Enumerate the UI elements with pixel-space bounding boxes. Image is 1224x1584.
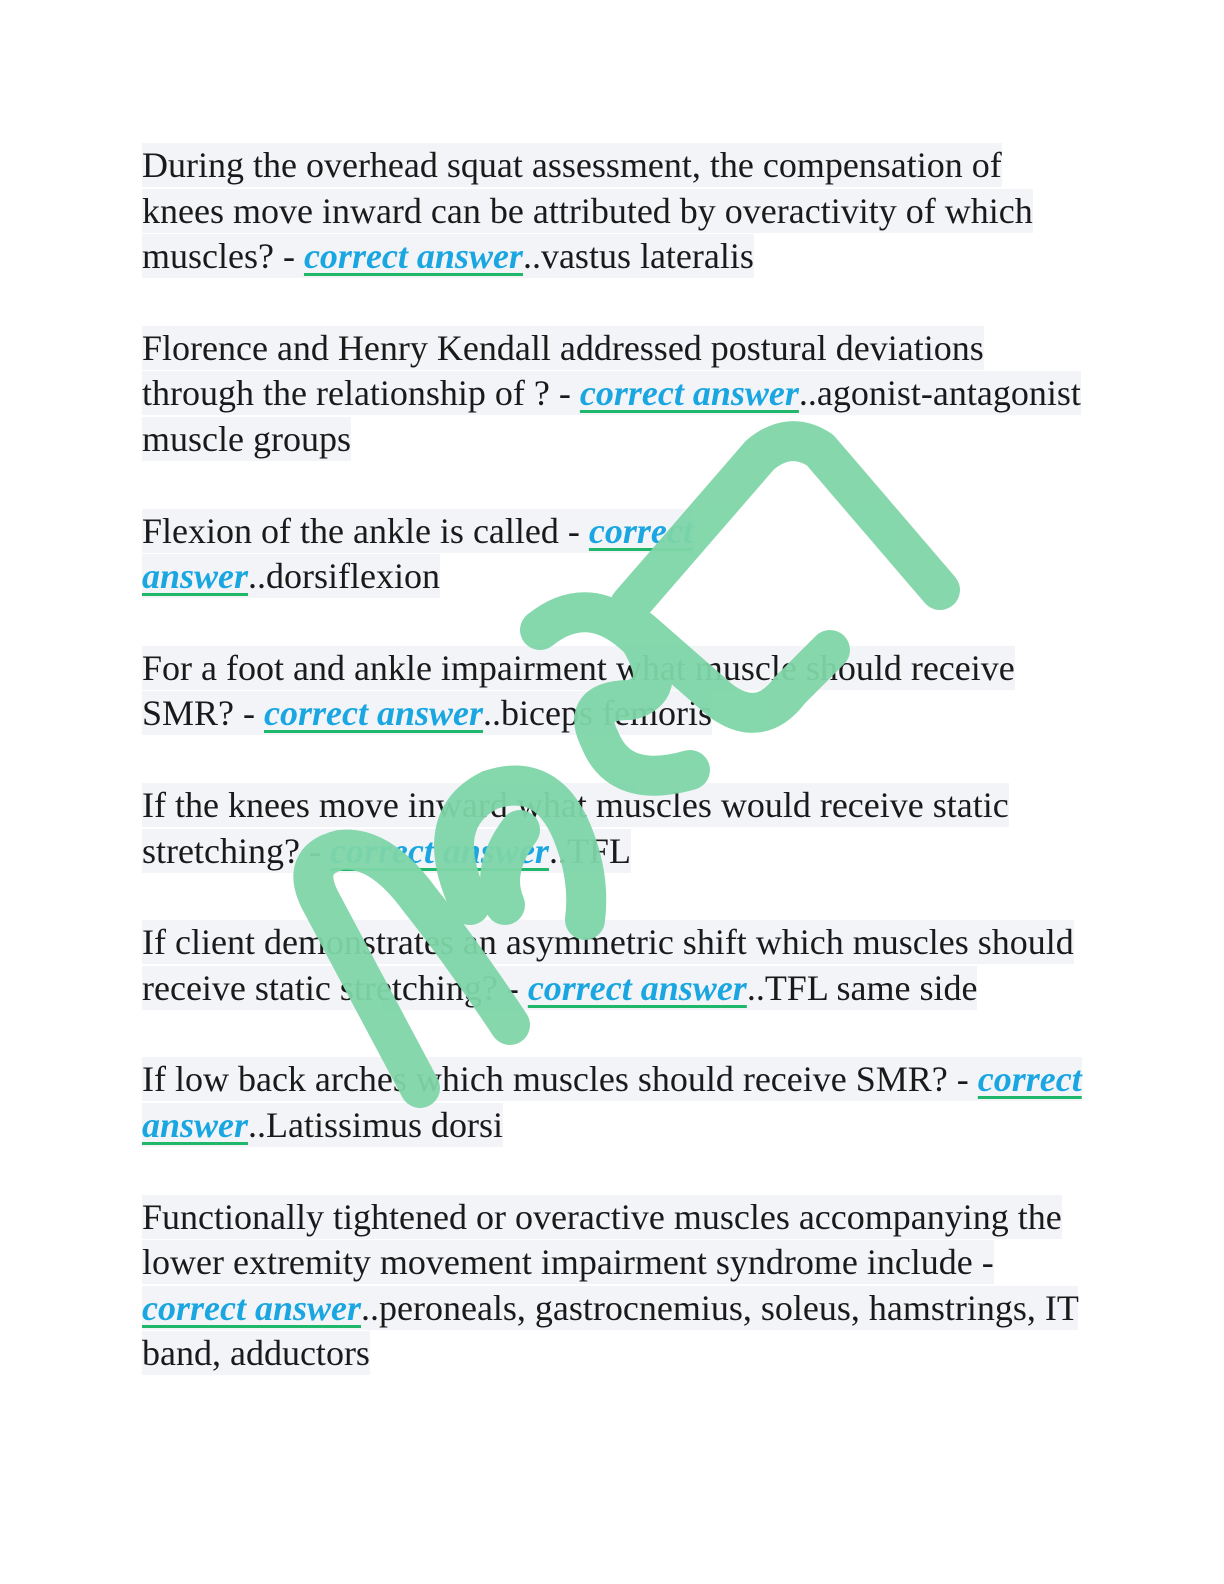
- correct-answer-label: correct answer: [142, 510, 693, 597]
- answer-text: TFL: [566, 830, 631, 871]
- answer-separator: ..: [248, 556, 267, 597]
- question-text: Functionally tightened or overactive muscles accompanying the lower extremity movement impairment syndrome include -: [142, 1196, 1062, 1283]
- question-text: During the overhead squat assessment, the compensation of knees move inward can be attributed by overactivity of which muscles? -: [142, 145, 1033, 277]
- answer-separator: ..: [248, 1104, 267, 1145]
- qa-item-3: [142, 509, 782, 600]
- question-text: Flexion of the ankle is called -: [142, 510, 589, 551]
- answer-separator: ..: [746, 967, 765, 1008]
- question-text: If the knees move inward what muscles would receive static stretching? -: [142, 784, 1009, 871]
- question-text: For a foot and ankle impairment what muscle should receive SMR? -: [142, 647, 1015, 734]
- answer-separator: ..: [798, 373, 817, 414]
- qa-item-5: [142, 783, 1082, 874]
- answer-separator: ..: [361, 1287, 379, 1328]
- correct-answer-label: correct answer: [142, 1059, 1082, 1145]
- answer-separator: ..: [548, 830, 567, 871]
- correct-answer-label: correct answer: [303, 236, 523, 277]
- correct-answer-label: correct answer: [579, 373, 799, 414]
- correct-answer-label: correct answer: [329, 830, 549, 871]
- answer-text: biceps femoris: [501, 693, 712, 734]
- answer-text: agonist-antagonist muscle groups: [142, 373, 1081, 459]
- document-body: [142, 143, 1082, 1423]
- answer-text: vastus lateralis: [540, 236, 754, 277]
- qa-item-4: [142, 646, 1082, 737]
- correct-answer-label: correct answer: [142, 1287, 361, 1328]
- correct-answer-label: correct answer: [264, 693, 484, 734]
- answer-text: peroneals, gastrocnemius, soleus, hamstrings, IT band, adductors: [142, 1287, 1079, 1374]
- qa-item-1: [142, 143, 1082, 280]
- question-text: Florence and Henry Kendall addressed postural deviations through the relationship of ? -: [142, 327, 984, 414]
- answer-separator: ..: [483, 693, 502, 734]
- qa-item-6: [142, 920, 1082, 1011]
- qa-item-8: [142, 1195, 1082, 1377]
- qa-item-7: [142, 1057, 1082, 1148]
- answer-text: dorsiflexion: [266, 556, 441, 597]
- question-text: If client demonstrates an asymmetric shift which muscles should receive static stretching? -: [142, 922, 1074, 1008]
- answer-text: Latissimus dorsi: [266, 1104, 504, 1145]
- answer-text: TFL same side: [764, 967, 978, 1008]
- question-text: If low back arches which muscles should receive SMR? -: [142, 1059, 978, 1100]
- qa-item-2: [142, 326, 1082, 463]
- correct-answer-label: correct answer: [527, 967, 747, 1008]
- answer-separator: ..: [522, 236, 541, 277]
